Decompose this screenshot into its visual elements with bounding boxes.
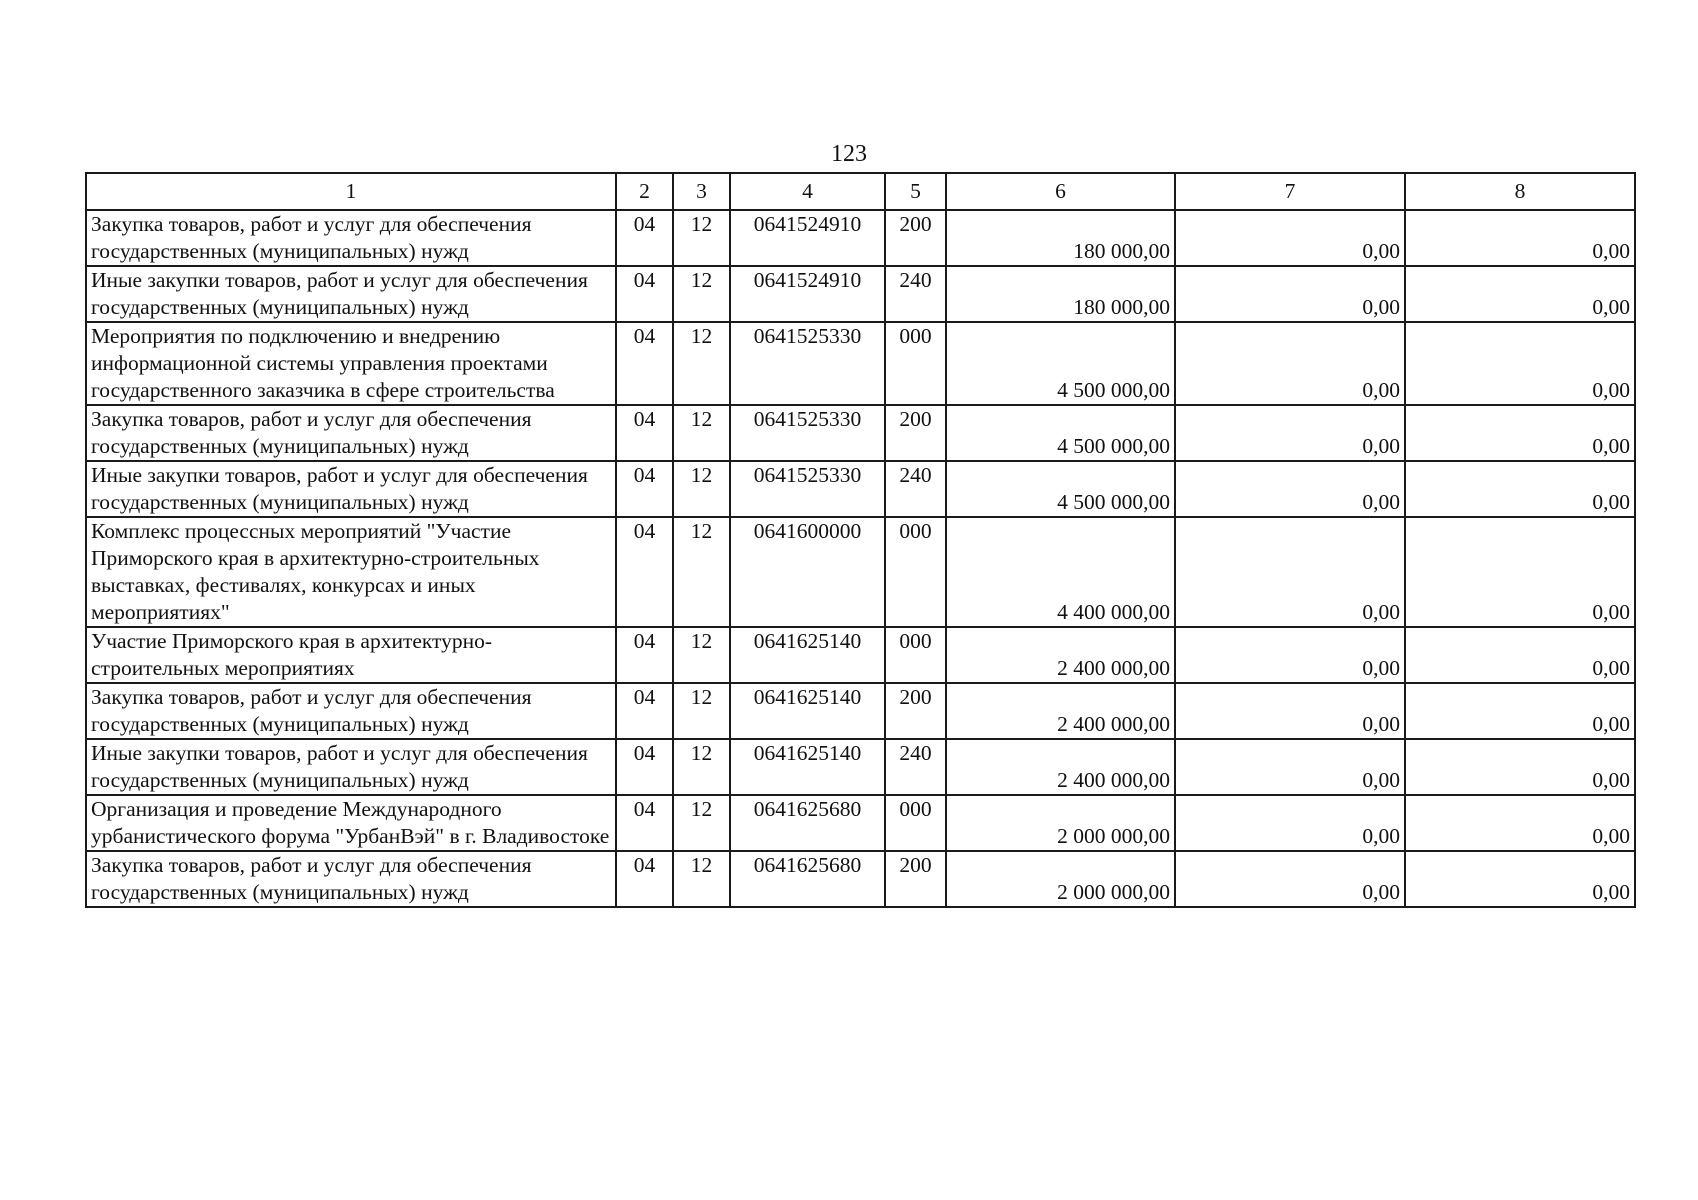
cell-amount-8: 0,00: [1405, 851, 1635, 907]
row-name: Закупка товаров, работ и услуг для обеспечения государственных (муниципальных) нужд: [86, 851, 616, 907]
cell-amount-8: 0,00: [1405, 517, 1635, 627]
cell-subsection: 12: [673, 266, 730, 322]
table-row: [86, 851, 1635, 907]
cell-section: 04: [616, 683, 673, 739]
table-row: [86, 627, 1635, 683]
header-cell: 4: [730, 173, 885, 210]
row-name: Организация и проведение Международного урбанистического форума "УрбанВэй" в г. Владивостоке: [86, 795, 616, 851]
page-number: 123: [831, 141, 867, 167]
cell-target-code: 0641525330: [730, 461, 885, 517]
cell-amount-7: 0,00: [1175, 851, 1405, 907]
row-name: Мероприятия по подключению и внедрению информационной системы управления проектами государственного заказчика в сфере строительства: [86, 322, 616, 405]
budget-table: [85, 172, 1636, 908]
cell-target-code: 0641524910: [730, 266, 885, 322]
header-cell: 8: [1405, 173, 1635, 210]
cell-section: 04: [616, 517, 673, 627]
cell-subsection: 12: [673, 517, 730, 627]
cell-amount-6: 4 400 000,00: [946, 517, 1175, 627]
cell-section: 04: [616, 461, 673, 517]
cell-amount-8: 0,00: [1405, 739, 1635, 795]
cell-section: 04: [616, 795, 673, 851]
cell-amount-8: 0,00: [1405, 627, 1635, 683]
cell-amount-7: 0,00: [1175, 322, 1405, 405]
cell-amount-7: 0,00: [1175, 461, 1405, 517]
header-cell: 5: [885, 173, 946, 210]
table-row: [86, 322, 1635, 405]
cell-amount-6: 180 000,00: [946, 266, 1175, 322]
header-cell: 7: [1175, 173, 1405, 210]
cell-expense-type: 240: [885, 266, 946, 322]
header-cell: 1: [86, 173, 616, 210]
cell-amount-6: 4 500 000,00: [946, 461, 1175, 517]
cell-amount-6: 2 400 000,00: [946, 627, 1175, 683]
cell-amount-8: 0,00: [1405, 683, 1635, 739]
table-row: [86, 461, 1635, 517]
cell-amount-7: 0,00: [1175, 266, 1405, 322]
row-name: Иные закупки товаров, работ и услуг для обеспечения государственных (муниципальных) нужд: [86, 461, 616, 517]
cell-expense-type: 240: [885, 739, 946, 795]
cell-subsection: 12: [673, 739, 730, 795]
cell-amount-6: 4 500 000,00: [946, 322, 1175, 405]
cell-amount-8: 0,00: [1405, 322, 1635, 405]
cell-target-code: 0641525330: [730, 322, 885, 405]
cell-section: 04: [616, 322, 673, 405]
table-row: [86, 266, 1635, 322]
cell-amount-6: 2 000 000,00: [946, 851, 1175, 907]
header-row: [86, 173, 1635, 210]
row-name: Иные закупки товаров, работ и услуг для обеспечения государственных (муниципальных) нужд: [86, 739, 616, 795]
cell-subsection: 12: [673, 795, 730, 851]
cell-amount-7: 0,00: [1175, 210, 1405, 266]
row-name: Закупка товаров, работ и услуг для обеспечения государственных (муниципальных) нужд: [86, 405, 616, 461]
row-name: Комплекс процессных мероприятий "Участие Приморского края в архитектурно-строительных выставках, фестивалях, конкурсах и иных мероприятиях": [86, 517, 616, 627]
cell-expense-type: 000: [885, 322, 946, 405]
cell-amount-6: 2 400 000,00: [946, 739, 1175, 795]
cell-target-code: 0641625680: [730, 851, 885, 907]
cell-section: 04: [616, 627, 673, 683]
cell-amount-7: 0,00: [1175, 739, 1405, 795]
cell-expense-type: 240: [885, 461, 946, 517]
cell-subsection: 12: [673, 627, 730, 683]
cell-target-code: 0641625140: [730, 627, 885, 683]
cell-amount-7: 0,00: [1175, 517, 1405, 627]
cell-section: 04: [616, 405, 673, 461]
table-body: [86, 210, 1635, 907]
cell-subsection: 12: [673, 210, 730, 266]
cell-expense-type: 200: [885, 210, 946, 266]
cell-subsection: 12: [673, 405, 730, 461]
cell-amount-7: 0,00: [1175, 683, 1405, 739]
header-cell: 3: [673, 173, 730, 210]
cell-subsection: 12: [673, 461, 730, 517]
cell-amount-6: 180 000,00: [946, 210, 1175, 266]
cell-amount-8: 0,00: [1405, 461, 1635, 517]
cell-amount-7: 0,00: [1175, 627, 1405, 683]
cell-amount-7: 0,00: [1175, 795, 1405, 851]
cell-subsection: 12: [673, 683, 730, 739]
cell-section: 04: [616, 851, 673, 907]
cell-target-code: 0641625140: [730, 683, 885, 739]
table-row: [86, 405, 1635, 461]
cell-amount-8: 0,00: [1405, 210, 1635, 266]
cell-amount-8: 0,00: [1405, 266, 1635, 322]
row-name: Закупка товаров, работ и услуг для обеспечения государственных (муниципальных) нужд: [86, 683, 616, 739]
cell-section: 04: [616, 266, 673, 322]
cell-target-code: 0641625140: [730, 739, 885, 795]
cell-amount-6: 2 000 000,00: [946, 795, 1175, 851]
cell-expense-type: 000: [885, 795, 946, 851]
cell-subsection: 12: [673, 851, 730, 907]
cell-amount-8: 0,00: [1405, 405, 1635, 461]
cell-expense-type: 200: [885, 683, 946, 739]
table-row: [86, 795, 1635, 851]
cell-amount-6: 4 500 000,00: [946, 405, 1175, 461]
cell-target-code: 0641625680: [730, 795, 885, 851]
table-row: [86, 210, 1635, 266]
cell-section: 04: [616, 739, 673, 795]
row-name: Иные закупки товаров, работ и услуг для обеспечения государственных (муниципальных) нужд: [86, 266, 616, 322]
table-row: [86, 683, 1635, 739]
header-cell: 6: [946, 173, 1175, 210]
cell-expense-type: 200: [885, 851, 946, 907]
cell-target-code: 0641525330: [730, 405, 885, 461]
table-row: [86, 517, 1635, 627]
cell-amount-7: 0,00: [1175, 405, 1405, 461]
cell-amount-8: 0,00: [1405, 795, 1635, 851]
cell-target-code: 0641600000: [730, 517, 885, 627]
cell-section: 04: [616, 210, 673, 266]
cell-amount-6: 2 400 000,00: [946, 683, 1175, 739]
cell-expense-type: 000: [885, 627, 946, 683]
row-name: Участие Приморского края в архитектурно-строительных мероприятиях: [86, 627, 616, 683]
header-cell: 2: [616, 173, 673, 210]
cell-expense-type: 200: [885, 405, 946, 461]
cell-subsection: 12: [673, 322, 730, 405]
row-name: Закупка товаров, работ и услуг для обеспечения государственных (муниципальных) нужд: [86, 210, 616, 266]
cell-target-code: 0641524910: [730, 210, 885, 266]
table-row: [86, 739, 1635, 795]
cell-expense-type: 000: [885, 517, 946, 627]
